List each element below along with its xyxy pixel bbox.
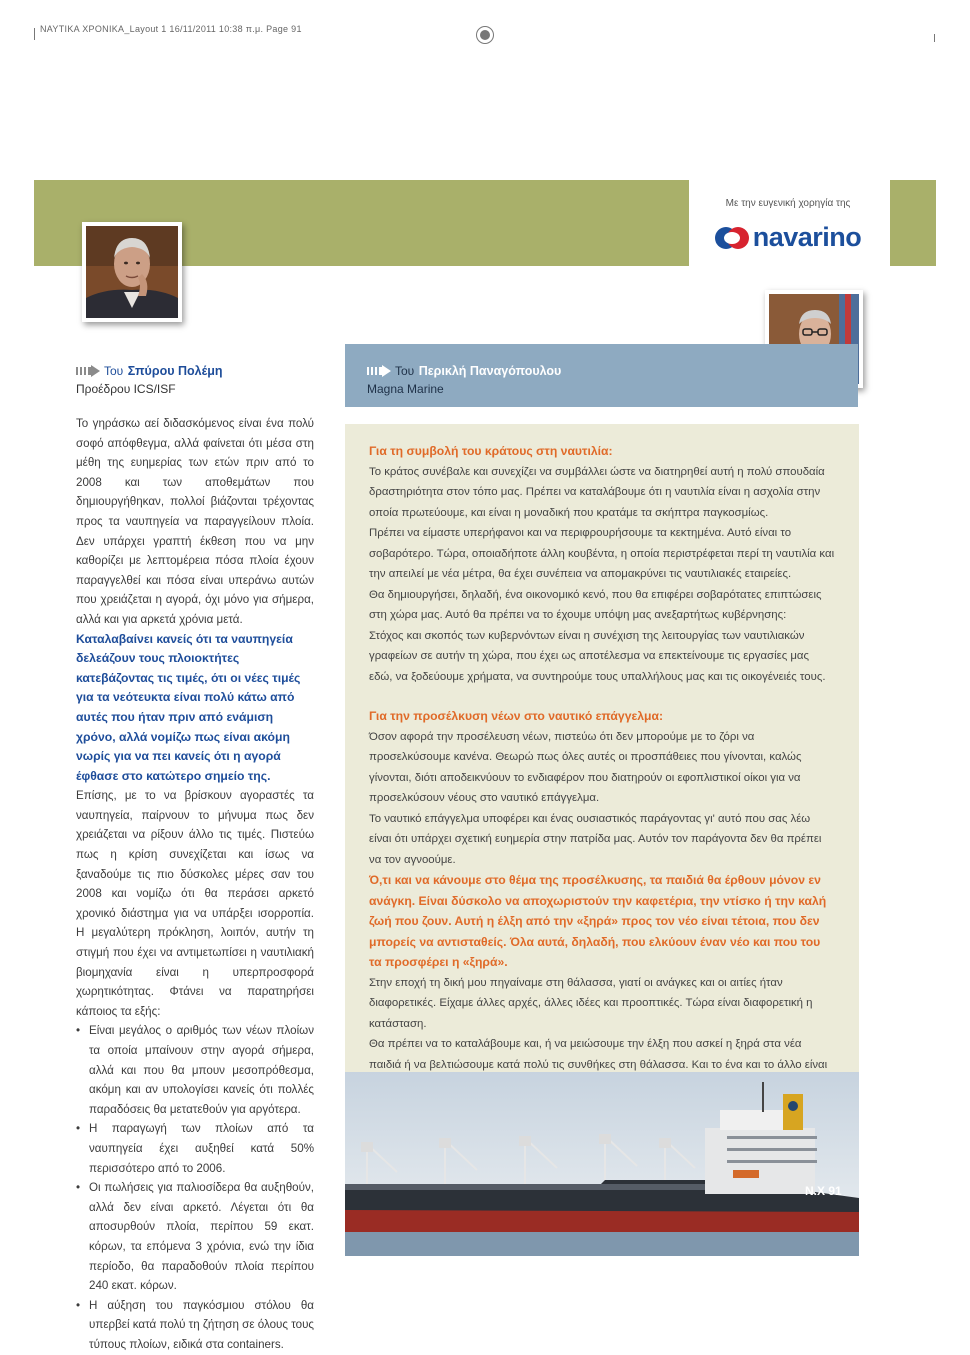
print-slug: ΝΑΥΤΙΚΑ ΧΡΟΝΙΚΑ_Layout 1 16/11/2011 10:38 π.μ. Page 91 <box>40 24 302 34</box>
byline-author2-role: Magna Marine <box>367 382 444 396</box>
ship-photo <box>345 1072 859 1256</box>
list-item: • Η παραγωγή των πλοίων από τα ναυπηγεία έχει αυξηθεί κατά 50% περισσότερο από το 2006. <box>76 1119 314 1178</box>
navarino-logo-word: navarino <box>752 222 862 252</box>
panel-paragraph: Πρέπει να είμαστε υπερήφανοι και να περιφρουρήσουμε τα κεκτημένα. Αυτό είναι το σοβαρότερο. Τώρα, οποιαδήποτε άλλη κουβέντα, η οποία περιστρέφεται περί τη ναυτιλία και την απειλεί με νέα μέτρα, θα έχει συνέπεια να απομακρύνει τις ναυτιλιακές εταιρείες. <box>369 527 835 580</box>
column-polemis <box>76 414 314 1355</box>
panel-paragraph: Το κράτος συνέβαλε και συνεχίζει να συμβάλλει ώστε να διατηρηθεί αυτή η πολύ σπουδαία δραστηριότητα στον τόπο μας. Πρέπει να καταλάβουμε ότι η ναυτιλία είναι η ασχολία στην οποία πρωτεύουμε, και είναι η μοναδική που κρατάμε τα σκήπτρα παγκοσμίως. <box>369 465 825 519</box>
byline-author2-name: Περικλή Παναγόπουλου <box>418 364 562 378</box>
olive-band-right <box>890 180 936 266</box>
panel-highlight: Ό,τι και να κάνουμε στο θέμα της προσέλκυσης, τα παιδιά θα έρθουν μόνον εν ανάγκη. Είναι δύσκολο να αποχωριστούν την καφετέρια, την ντίσκο ή την καλή ζωή που ζουν. Αυτή η έλξη από την «ξηρά» προς τον νέο είναι τέτοια, που δεν μπορείς να αντισταθείς. Όλα αυτά, δηλαδή, που ελκύουν έναν νέο και που του τα προσφέρει η «ξηρά». <box>369 873 827 969</box>
panel-paragraph: Θα πρέπει να το καταλάβουμε και, ή να μειώσουμε την έλξη που ασκεί η ξηρά στα νέα παιδιά ή να βελτιώσουμε κατά πολύ τις συνθήκες στη θάλασσα. Και το ένα και το άλλο είναι <box>369 1038 828 1071</box>
arrow-bullet-icon <box>76 365 100 377</box>
registration-mark-icon <box>476 26 494 44</box>
panel-heading-youth: Για την προσέλκυση νέων στο ναυτικό επάγγελμα: <box>369 709 664 723</box>
list-item: • Είναι μεγάλος ο αριθμός των νέων πλοίων τα οποία μπαίνουν στην αγορά σήμερα, αλλά και που θα μπουν μεσοπρόθεσμα, ακόμη και αν υπολογίσει κανείς ότι πολλές παραδόσεις θα μετατεθούν για αργότερα. <box>76 1021 314 1119</box>
column-polemis-highlight: Καταλαβαίνει κανείς ότι τα ναυπηγεία δελεάζουν τους πλοιοκτήτες κατεβάζοντας τις τιμές, ότι οι νέες τιμές για τα νεότευκτα είναι πολύ κάτω από αυτές που ήταν πριν από ενάμιση χρόνο, αλλά νομίζω πως είναι ακόμη νωρίς για να πει κανείς ότι η αγορά έφθασε στο κατώτερο σημείο της. <box>76 631 301 783</box>
panel-paragraph: Όσον αφορά την προσέλευση νέων, πιστεύω ότι δεν μπορούμε με το ζόρι να προσελκύσουμε κανένα. Θεωρώ πως όλες αυτές οι προσπάθειες που γίνονται, καλώς γίνονται, διότι αποδεικνύουν το ενδιαφέρον που διατηρούν οι εφοπλιστικοί οίκοι για να προσελκύσουν νέους στο ναυτικό επάγγελμα. <box>369 730 802 804</box>
bulk-carrier-photo <box>345 1072 859 1256</box>
byline-author1-name: Σπύρου Πολέμη <box>127 364 223 378</box>
sponsor-block <box>700 198 876 253</box>
sponsor-text: Με την ευγενική χορηγία της <box>725 198 851 209</box>
list-item: • Η αύξηση του παγκόσμιου στόλου θα υπερβεί κατά πολύ τη ζήτηση σε όλους τους τύπους πλοίων, ειδικά στα containers. <box>76 1296 314 1355</box>
panel-paragraph: Στην εποχή τη δική μου πηγαίναμε στη θάλασσα, γιατί οι ανάγκες και οι αιτίες ήταν διαφορετικές. Είχαμε άλλες αρχές, άλλες ιδέες και προοπτικές. Τώρα είναι διαφορετική η κατάσταση. <box>369 976 813 1030</box>
column-polemis-paragraph-2: Επίσης, με το να βρίσκουν αγοραστές τα ναυπηγεία, παίρνουν το μήνυμα πως δεν χρειάζεται να ρίξουν άλλο τις τιμές. Πιστεύω πως η κρίση συνεχίζεται και ίσως να ξαναδούμε τις πιο δύσκολες μέρες σαν του 2008 και νομίζω ότι θα περάσει αρκετό χρονικό διάστημα για να υπάρξει ισορροπία. Η μεγαλύτερη πρόκληση, λοιπόν, αυτήν τη στιγμή που έχει να αντιμετωπίσει η ναυτιλιακή βιομηχανία είναι η υπερπροσφορά χωρητικότητας. Φτάνει να παρατηρήσει κάποιος τα εξής: <box>76 789 314 1018</box>
column-polemis-bullet-list <box>76 1021 314 1354</box>
byline-author1 <box>76 362 223 396</box>
column-polemis-paragraph-1: Το γηράσκω αεί διδασκόμενος είναι ένα πολύ σοφό απόφθεγμα, αλλά φαίνεται ότι μέσα στη μέθη της ευημερίας των ετών πριν από το 2008 και των αποθεμάτων που δημιουργήθηκαν, πολλοί βιάζονται τρέχοντας προς τα ναυπηγεία να παραγγείλουν πλοία. Δεν υπάρχει γραπτή έκθεση που να μην καθορίζει με λεπτομέρεια πόσα πλοία έχουν παραγγελθεί και πόσα είναι υπεράνω αυτών που χρειάζεται η αγορά, όχι μόνο για σήμερα, αλλά και για αρκετά χρόνια μετά. <box>76 417 314 626</box>
portrait-polemis-photo <box>86 226 178 318</box>
byline-author2 <box>367 362 561 396</box>
page-folio: Ν.Χ 91 <box>805 1184 842 1198</box>
list-item: • Οι πωλήσεις για παλιοσίδερα θα αυξηθούν, αλλά δεν είναι αρκετό. Λέγεται ότι θα αποσυρθούν πλοία, περίπου 59 εκατ. κόρων, τα επόμενα 3 χρόνια, ενώ την ίδια περίοδο, θα παραδοθούν πλοία περίπου 240 εκατ. κόρων. <box>76 1178 314 1296</box>
byline-author1-role: Προέδρου ICS/ISF <box>76 382 176 396</box>
crop-mark-left <box>34 28 35 40</box>
crop-mark-right <box>934 34 935 42</box>
panel-paragraph: Στόχος και σκοπός των κυβερνόντων είναι η συνέχιση της λειτουργίας των ναυτιλιακών γραφείων σε αυτήν τη χώρα, που έχει ως αποτέλεσμα να επεκτείνουμε τις εργασίες μας εδώ, να ξοδεύουμε χρήματα, να συντηρούμε τους υπαλλήλους μας και τις οικογένειές τους. <box>369 629 826 683</box>
navarino-logo-mark-icon <box>715 226 749 250</box>
panel-paragraph: Το ναυτικό επάγγελμα υποφέρει και ένας ουσιαστικός παράγοντας γι' αυτό που σας λέω είναι ότι υπάρχει σχετική ευημερία στην πατρίδα μας. Αυτόν τον παράγοντα δεν θα πρέπει να τον αγνοούμε. <box>369 812 822 866</box>
byline-author1-prefix: Του <box>104 364 124 378</box>
panel-heading-state: Για τη συμβολή του κράτους στη ναυτιλία: <box>369 444 613 458</box>
panel-paragraph: Θα δημιουργήσει, δηλαδή, ένα οικονομικό κενό, που θα επιφέρει σοβαρότατες επιπτώσεις στη χώρα μας. Αυτό θα πρέπει να το έχουμε υπόψη μας ανεξαρτήτως κυβέρνησης: <box>369 588 822 621</box>
byline-author2-header <box>345 344 858 407</box>
arrow-bullet-icon <box>367 365 391 377</box>
portrait-polemis <box>82 222 182 322</box>
interview-panel <box>345 424 859 1072</box>
byline-author2-prefix: Του <box>395 364 415 378</box>
navarino-logo <box>700 222 876 253</box>
